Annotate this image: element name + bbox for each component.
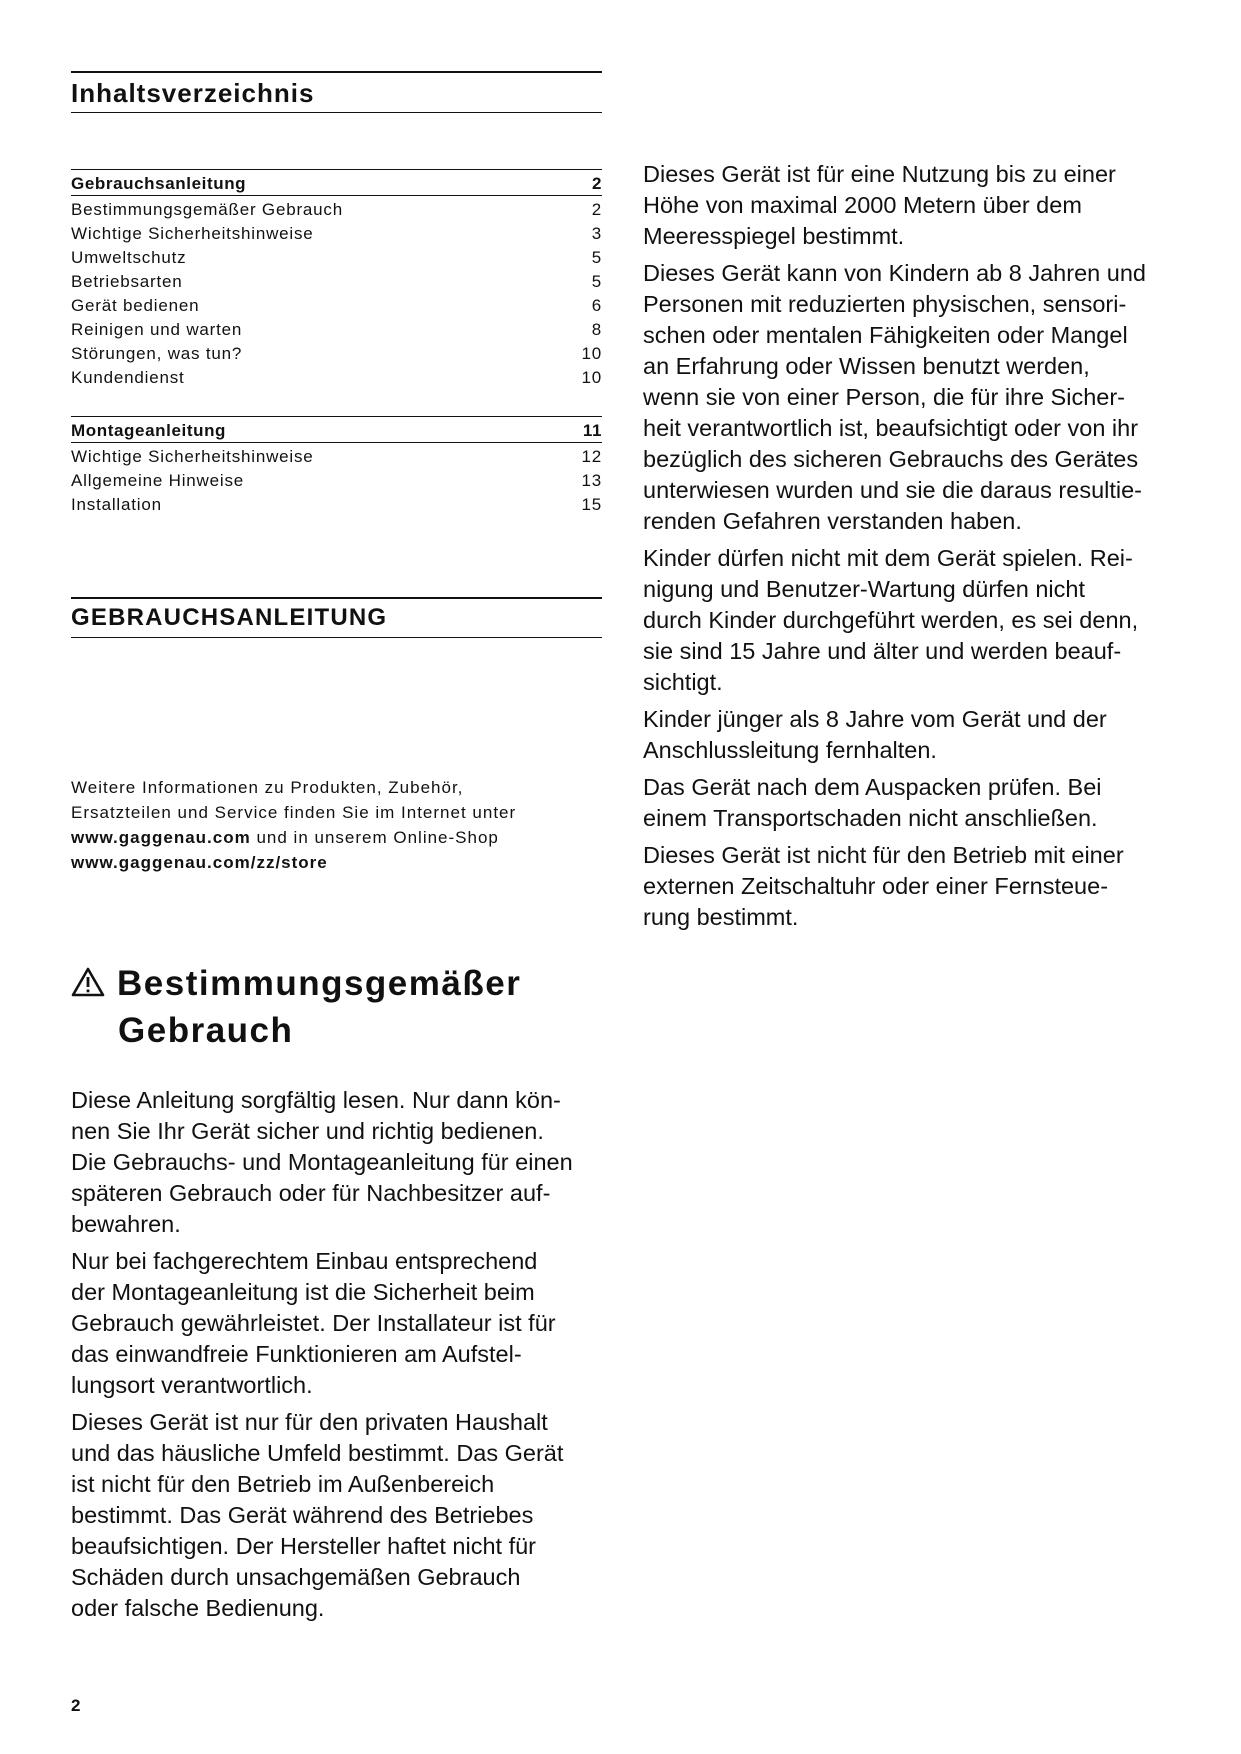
toc-row-label: Gerät bedienen (71, 296, 200, 315)
body-paragraph: Diese Anleitung sorgfältig lesen. Nur dann kön- nen Sie Ihr Gerät sicher und richtig bedienen. Die Gebrauchs- und Montageanleitung für einen späteren Gebrauch oder für Nachbesitzer auf- bewahren. (71, 1087, 573, 1237)
toc-row[interactable] (71, 294, 602, 318)
body-paragraph: Dieses Gerät ist nur für den privaten Haushalt und das häusliche Umfeld bestimmt. Das Gerät ist nicht für den Betrieb im Außenbereich bestimmt. Das Gerät während des Betriebes beaufsichtigen. Der Hersteller haftet nicht für Schäden durch unsachgemäßen Gebrauch oder falsche Bedienung. (71, 1409, 564, 1621)
toc-row-page: 6 (591, 296, 602, 315)
toc-row-page: 15 (581, 495, 602, 514)
info-block (71, 775, 602, 875)
toc-row[interactable] (71, 222, 602, 246)
right-column (643, 159, 1183, 939)
toc-row-page: 5 (591, 248, 602, 267)
toc-row-label: Wichtige Sicherheitshinweise (71, 447, 314, 466)
section-heading: GEBRAUCHSANLEITUNG (71, 597, 602, 638)
toc-row-page: 8 (591, 320, 602, 339)
warning-triangle-icon (71, 963, 117, 1008)
toc-section-header[interactable] (71, 416, 602, 443)
left-column (71, 71, 602, 1621)
body-paragraph: Kinder jünger als 8 Jahre vom Gerät und der Anschlussleitung fernhalten. (643, 706, 1107, 763)
toc-section-title: Gebrauchsanleitung (71, 174, 247, 193)
toc-row-label: Kundendienst (71, 368, 185, 387)
toc-section-header[interactable] (71, 169, 602, 196)
toc-section-gebrauchsanleitung (71, 169, 602, 390)
toc-row[interactable] (71, 318, 602, 342)
toc-row-page: 12 (581, 447, 602, 466)
toc-row-label: Allgemeine Hinweise (71, 471, 244, 490)
toc-row-label: Wichtige Sicherheitshinweise (71, 224, 314, 243)
toc-section-montageanleitung (71, 416, 602, 517)
chapter-heading-line2: Gebrauch (118, 1011, 294, 1050)
toc-row[interactable] (71, 366, 602, 390)
toc-row-label: Reinigen und warten (71, 320, 243, 339)
page-number: 2 (71, 1696, 81, 1715)
chapter-heading-line1: Bestimmungsgemäßer (117, 964, 522, 1003)
body-paragraph: Das Gerät nach dem Auspacken prüfen. Bei einem Transportschaden nicht anschließen. (643, 774, 1102, 831)
toc-section-title: Montageanleitung (71, 421, 227, 440)
body-paragraph: Dieses Gerät ist für eine Nutzung bis zu einer Höhe von maximal 2000 Metern über dem Meeresspiegel bestimmt. (643, 161, 1116, 249)
body-paragraph: Dieses Gerät kann von Kindern ab 8 Jahren und Personen mit reduzierten physischen, sensori- schen oder mentalen Fähigkeiten oder Mangel an Erfahrung oder Wissen benutzt werden, wenn sie von einer Person, die für ihre Sicher- heit verantwortlich ist, beaufsichtigt oder von ihr bezüglich des sicheren Gebrauchs des Gerätes unterwiesen wurden und sie die daraus resultie- renden Gefahren verstanden haben. (643, 260, 1146, 534)
toc-row-label: Umweltschutz (71, 248, 187, 267)
info-line-rest: und in unserem Online-Shop (250, 828, 499, 847)
toc-row-label: Störungen, was tun? (71, 344, 243, 363)
info-line (71, 850, 602, 875)
toc-section-page: 2 (591, 174, 602, 193)
toc-row[interactable] (71, 246, 602, 270)
toc-row-page: 10 (581, 344, 602, 363)
toc-row-page: 2 (591, 200, 602, 219)
toc-row-label: Installation (71, 495, 162, 514)
toc-row-page: 13 (581, 471, 602, 490)
toc-title: Inhaltsverzeichnis (71, 71, 602, 113)
info-line: Weitere Informationen zu Produkten, Zubehör, (71, 778, 464, 797)
toc-row[interactable] (71, 198, 602, 222)
toc-row-page: 10 (581, 368, 602, 387)
left-body-text (71, 1085, 602, 1630)
toc-row-page: 5 (591, 272, 602, 291)
body-paragraph: Nur bei fachgerechtem Einbau entsprechend der Montageanleitung ist die Sicherheit beim Gebrauch gewährleistet. Der Installateur ist für das einwandfreie Funktionieren am Aufstel- lungsort verantwortlich. (71, 1248, 556, 1398)
body-paragraph: Dieses Gerät ist nicht für den Betrieb mit einer externen Zeitschaltuhr oder einer Fernsteue- rung bestimmt. (643, 842, 1124, 930)
toc-row[interactable] (71, 469, 602, 493)
info-line: Ersatzteilen und Service finden Sie im Internet unter (71, 803, 517, 822)
info-line (71, 825, 602, 850)
store-link[interactable]: www.gaggenau.com/zz/store (71, 853, 328, 872)
toc-row[interactable] (71, 445, 602, 469)
toc-section-page: 11 (582, 421, 602, 440)
toc-row-label: Betriebsarten (71, 272, 183, 291)
toc-row[interactable] (71, 493, 602, 517)
toc-row-page: 3 (591, 224, 602, 243)
chapter-heading (71, 961, 602, 1053)
website-link[interactable]: www.gaggenau.com (71, 828, 251, 847)
toc-row[interactable] (71, 342, 602, 366)
toc-row-label: Bestimmungsgemäßer Gebrauch (71, 200, 343, 219)
body-paragraph: Kinder dürfen nicht mit dem Gerät spielen. Rei- nigung und Benutzer-Wartung dürfen nicht durch Kinder durchgeführt werden, es sei denn, sie sind 15 Jahre und älter und werden beauf- sichtigt. (643, 545, 1139, 695)
toc-row[interactable] (71, 270, 602, 294)
